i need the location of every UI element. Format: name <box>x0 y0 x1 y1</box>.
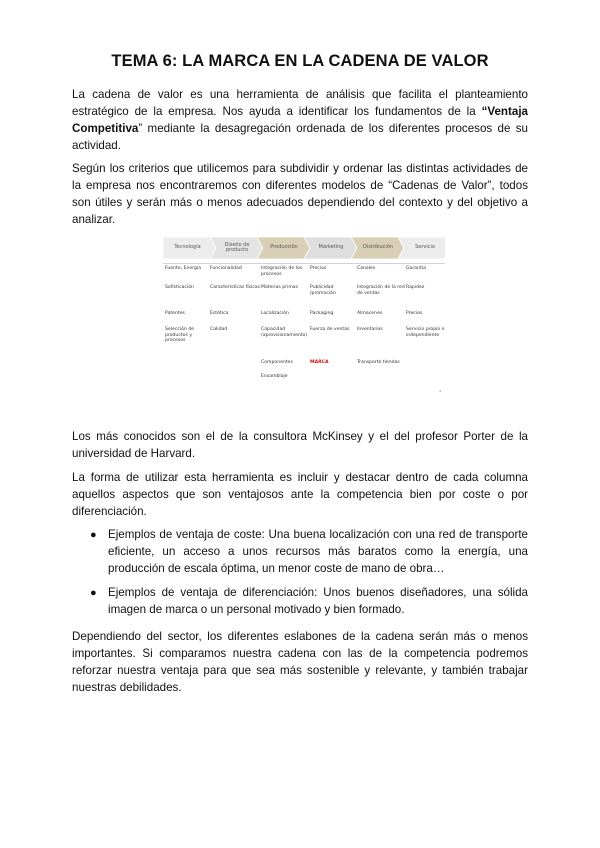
list-item <box>72 527 528 578</box>
value-chain-stage-label: Producción <box>270 244 298 251</box>
bullet-list-differentiation <box>72 585 528 619</box>
intro-text-before: La cadena de valor es una herramienta de análisis que facilita el planteamiento estratégico de la empresa. Nos ayuda a identificar los fundamentos de la <box>72 88 528 118</box>
value-chain-cell: Packaging <box>310 311 334 316</box>
value-chain-cell: Publicidad /promoción <box>310 285 336 296</box>
value-chain-cell: Inventarios <box>357 327 383 332</box>
value-chain-cell: Integración de la red de ventas <box>357 285 405 296</box>
value-chain-stage-label: Servicio <box>415 244 435 251</box>
value-chain-cell: Precios <box>406 311 423 316</box>
usage-paragraph: La forma de utilizar esta herramienta es incluir y destacar dentro de cada columna aquellos aspectos que son ventajosos ante la competencia bien por coste o por diferenciación. <box>72 471 528 518</box>
value-chain-cell: Patentes <box>165 311 185 316</box>
value-chain-cell: Transporte tiendas <box>357 360 400 365</box>
value-chain-stage-label: Tecnología <box>174 244 201 251</box>
bullet-text: Ejemplos de ventaja de coste: Una buena localización con una red de transporte eficiente, un acceso a unos recursos más baratos como la energía, una producción de escala óptima, un menor coste de mano de obra… <box>108 528 528 575</box>
value-chain-cell: Almacenes <box>357 311 383 316</box>
value-chain-cell: Fuente, Energía <box>165 266 202 271</box>
value-chain-cell: Fuerza de ventas <box>310 327 350 332</box>
value-chain-cell: Canales <box>357 266 376 271</box>
models-paragraph: Según los criterios que utilicemos para subdividir y ordenar las distintas actividades de la empresa nos encontraremos con diferentes modelos de “Cadenas de Valor”, todos son útiles y serán más o menos adecuados dependiendo del contexto y del objetivo a analizar. <box>72 162 528 226</box>
value-chain-cell: Integración de los procesos <box>261 266 303 277</box>
value-chain-cell: Servicio propio o independiente <box>406 327 445 338</box>
list-item <box>72 585 528 619</box>
value-chain-cell: Precios <box>310 266 327 271</box>
value-chain-stage-label: Distribución <box>363 244 393 251</box>
value-chain-header <box>163 237 445 259</box>
intro-paragraph <box>72 87 528 155</box>
intro-text-after: ” mediante la desagregación ordenada de los diferentes procesos de su actividad. <box>72 121 528 152</box>
value-chain-cell: Calidad <box>210 327 228 332</box>
value-chain-divider <box>163 263 445 264</box>
bullet-text: Ejemplos de ventaja de diferenciación: Unos buenos diseñadores, una sólida imagen de marca o un personal motivado y bien formado. <box>108 586 528 616</box>
value-chain-cell: Características físicas <box>210 285 261 290</box>
value-chain-cell: Componentes <box>261 360 293 365</box>
value-chain-cell: Materias primas <box>261 285 299 290</box>
value-chain-cell: Estética <box>210 311 229 316</box>
value-chain-stage-label: Diseño de producto <box>224 241 250 253</box>
value-chain-cell: MARCA <box>310 360 329 365</box>
bullet-list-cost <box>72 527 528 578</box>
known-models-paragraph: Los más conocidos son el de la consultora McKinsey y el del profesor Porter de la universidad de Harvard. <box>72 430 528 460</box>
bullet-glyph: ● <box>90 587 97 599</box>
value-chain-cell: Rapidez <box>406 285 425 290</box>
value-chain-cell: Ensamblaje <box>261 374 288 379</box>
value-chain-cell: Selección de productos y procesos <box>165 327 195 344</box>
value-chain-cell: Garantía <box>406 266 426 271</box>
value-chain-cell: Sofisticación <box>165 285 194 290</box>
page-title: TEMA 6: LA MARCA EN LA CADENA DE VALOR <box>111 52 489 70</box>
value-chain-cell: Funcionalidad <box>210 266 242 271</box>
value-chain-cell: Localización <box>261 311 289 316</box>
value-chain-stage-label: Marketing <box>318 244 344 251</box>
value-chain-cell: Capacidad (aprovisionamiento) <box>261 327 308 338</box>
bullet-glyph: ● <box>90 529 97 541</box>
value-chain-corner-mark: 4 <box>439 389 441 393</box>
value-chain-figure <box>163 237 445 397</box>
intro-bold-term: “Ventaja Competitiva <box>72 104 528 135</box>
closing-paragraph: Dependiendo del sector, los diferentes eslabones de la cadena serán más o menos importantes. Si comparamos nuestra cadena con las de la competencia podremos reforzar nuestra ventaja para que sea más sostenible y relevante, y también trabajar nuestras debilidades. <box>72 630 528 694</box>
